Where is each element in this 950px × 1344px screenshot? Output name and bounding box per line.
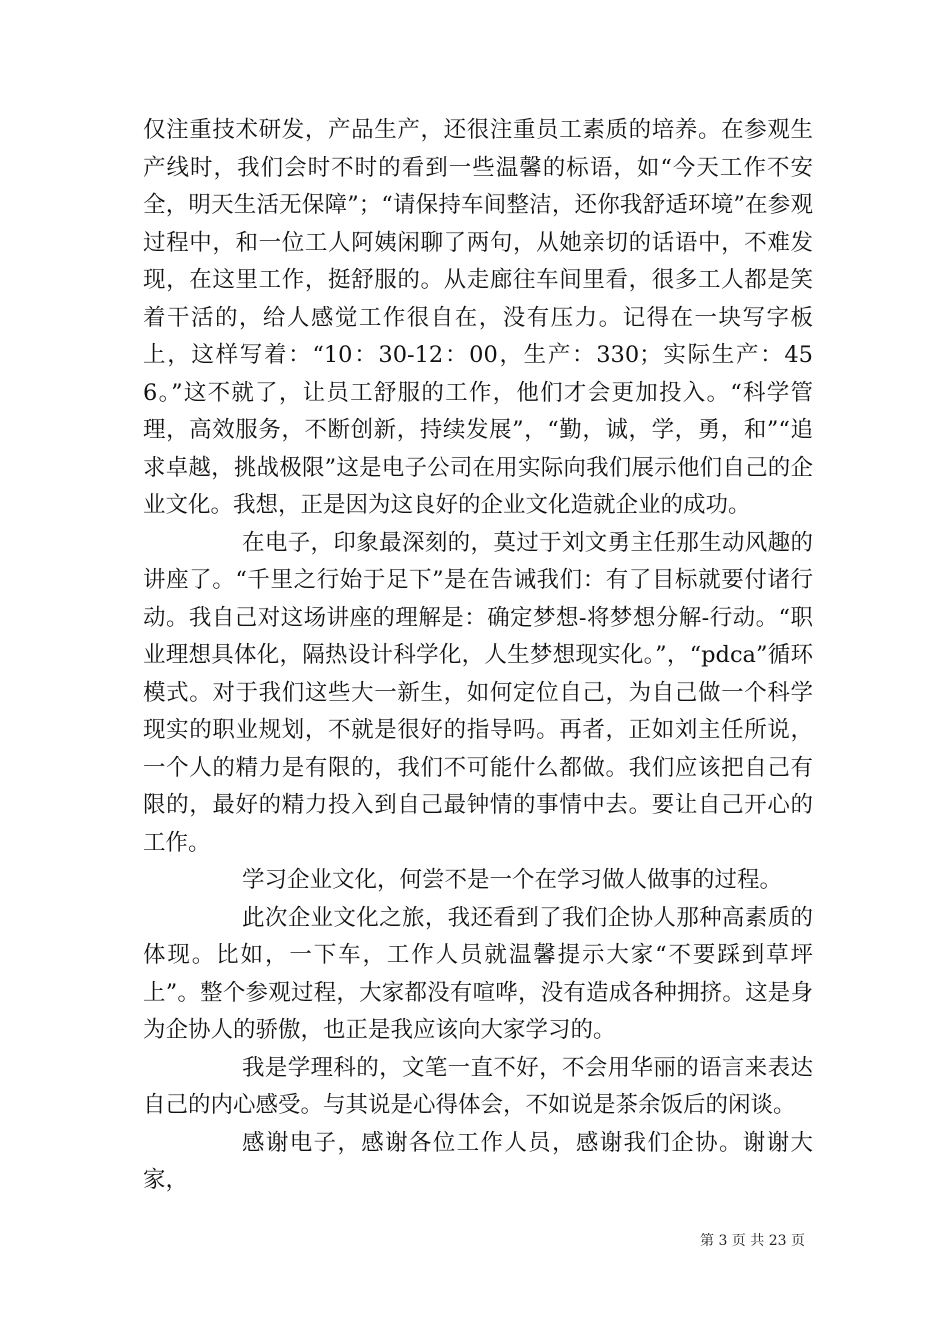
paragraph-5: 我是学理科的，文笔一直不好，不会用华丽的语言来表达自己的内心感受。与其说是心得体会，不如说是茶余饭后的闲谈。 xyxy=(143,1054,813,1118)
document-body xyxy=(143,112,813,1200)
paragraph-1: 仅注重技术研发，产品生产，还很注重员工素质的培养。在参观生产线时，我们会时不时的看到一些温馨的标语，如“今天工作不安全，明天生活无保障”；“请保持车间整洁，还你我舒适环境”在参观过程中，和一位工人阿姨闲聊了两句，从她亲切的话语中，不难发现，在这里工作，挺舒服的。从走廊往车间里看，很多工人都是笑着干活的，给人感觉工作很自在，没有压力。记得在一块写字板上，这样写着：“10：30-12：00，生产：330；实际生产：456。”这不就了，让员工舒服的工作，他们才会更加投入。“科学管理，高效服务，不断创新，持续发展”，“勤，诚，学，勇，和”“追求卓越，挑战极限”这是电子公司在用实际向我们展示他们自己的企业文化。我想，正是因为这良好的企业文化造就企业的成功。 xyxy=(143,117,813,518)
page-number-footer: 第 3 页 共 23 页 xyxy=(700,1233,805,1249)
paragraph-4: 此次企业文化之旅，我还看到了我们企协人那种高素质的体现。比如，一下车，工作人员就温馨提示大家“不要踩到草坪上”。整个参观过程，大家都没有喧哗，没有造成各种拥挤。这是身为企协人的骄傲，也正是我应该向大家学习的。 xyxy=(143,904,813,1043)
paragraph-2: 在电子，印象最深刻的，莫过于刘文勇主任那生动风趣的讲座了。“千里之行始于足下”是在告诫我们：有了目标就要付诸行动。我自己对这场讲座的理解是：确定梦想-将梦想分解-行动。“职业理想具体化，隔热设计科学化，人生梦想现实化。”，“pdca”循环模式。对于我们这些大一新生，如何定位自己，为自己做一个科学现实的职业规划，不就是很好的指导吗。再者，正如刘主任所说，一个人的精力是有限的，我们不可能什么都做。我们应该把自己有限的，最好的精力投入到自己最钟情的事情中去。要让自己开心的工作。 xyxy=(143,529,813,856)
paragraph-3: 学习企业文化，何尝不是一个在学习做人做事的过程。 xyxy=(242,867,783,893)
paragraph-6: 感谢电子，感谢各位工作人员，感谢我们企协。谢谢大家， xyxy=(143,1129,813,1193)
